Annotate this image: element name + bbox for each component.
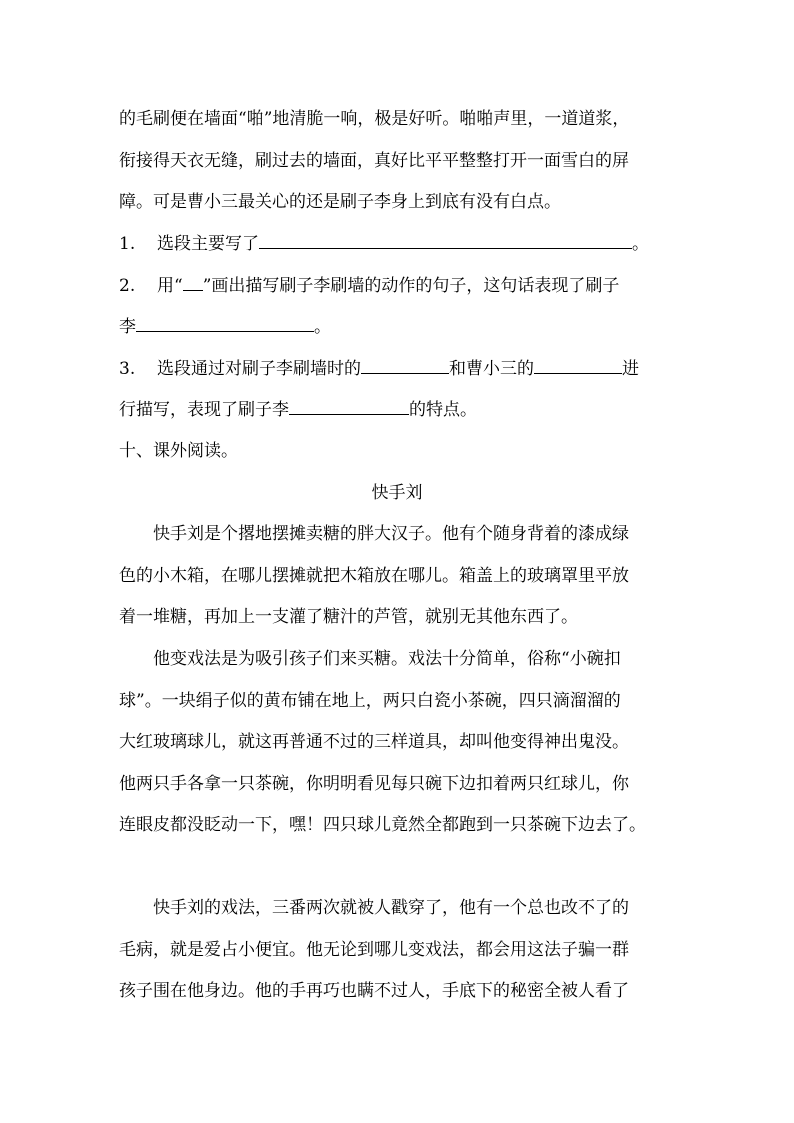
section-heading: 十、课外阅读。 (119, 441, 238, 461)
question-text: 和曹小三的 (449, 359, 534, 379)
passage-line: 障。可是曹小三最关心的还是刷子李身上到底有没有白点。 (119, 192, 561, 212)
question-2 (119, 274, 679, 298)
story-line: 快手刘是个撂地摆摊卖糖的胖大汉子。他有个随身背着的漆成绿 (153, 524, 629, 544)
question-end: 。 (632, 234, 649, 254)
question-number: 2. (119, 276, 136, 296)
story-title: 快手刘 (371, 483, 423, 503)
story-line: 他变戏法是为吸引孩子们来买糖。戏法十分简单，俗称“小碗扣 (153, 649, 621, 669)
answer-blank[interactable] (289, 398, 409, 415)
question-text: 的特点。 (409, 400, 477, 420)
story-line: 他两只手各拿一只茶碗，你明明看见每只碗下边扣着两只红球儿，你 (119, 774, 629, 794)
passage-line: 的毛刷便在墙面“啪”地清脆一响，极是好听。啪啪声里，一道道浆， (119, 109, 630, 129)
story-line: 大红玻璃球儿，就这再普通不过的三样道具，却叫他变得神出鬼没。 (119, 732, 629, 752)
answer-blank[interactable] (136, 315, 314, 332)
story-line: 色的小木箱，在哪儿摆摊就把木箱放在哪儿。箱盖上的玻璃罩里平放 (119, 566, 629, 586)
question-number: 3. (119, 359, 136, 379)
answer-blank[interactable] (361, 357, 449, 374)
question-2-cont (119, 315, 679, 339)
underline-sample (183, 274, 203, 291)
question-end: 。 (314, 317, 331, 337)
story-line: 快手刘的戏法，三番两次就被人戳穿了，他有一个总也改不了的 (153, 898, 629, 918)
story-line: 连眼皮都没眨动一下，嘿！四只球儿竟然全都跑到一只茶碗下边去了。 (119, 815, 646, 835)
story-line: 毛病，就是爱占小便宜。他无论到哪儿变戏法，都会用这法子骗一群 (119, 940, 629, 960)
passage-line: 衔接得天衣无缝，刷过去的墙面，真好比平平整整打开一面雪白的屏 (119, 151, 629, 171)
story-line: 球”。一块绢子似的黄布铺在地上，两只白瓷小茶碗，四只滴溜溜的 (119, 691, 621, 711)
question-text: 用“ (157, 276, 183, 296)
question-text: 李 (119, 317, 136, 337)
question-number: 1. (119, 234, 136, 254)
question-text: 行描写，表现了刷子李 (119, 400, 289, 420)
story-line: 孩子围在他身边。他的手再巧也瞒不过人，手底下的秘密全被人看了 (119, 981, 629, 1001)
question-text: 进 (622, 359, 639, 379)
question-3-cont (119, 398, 679, 422)
story-line: 着一堆糖，再加上一支灌了糖汁的芦管，就别无其他东西了。 (119, 607, 578, 627)
question-3 (119, 357, 679, 381)
question-text: 选段主要写了 (157, 234, 259, 254)
answer-blank[interactable] (534, 357, 622, 374)
answer-blank[interactable] (259, 232, 632, 249)
question-text: ”画出描写刷子李刷墙的动作的句子，这句话表现了刷子 (202, 276, 620, 296)
question-1 (119, 232, 679, 256)
question-text: 选段通过对刷子李刷墙时的 (157, 359, 361, 379)
